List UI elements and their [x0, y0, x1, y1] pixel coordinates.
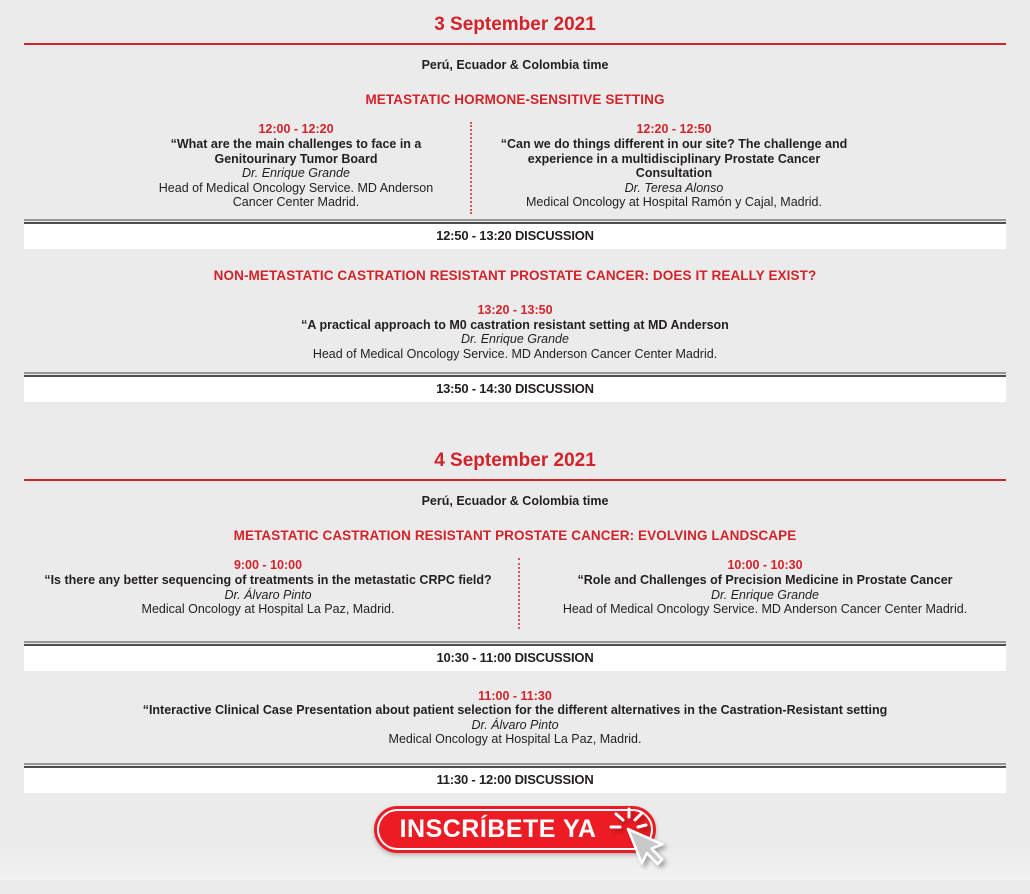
- day1-sessions-row: [0, 122, 1030, 214]
- session-time: 12:20 - 12:50: [636, 122, 712, 136]
- session-block: [0, 689, 1030, 747]
- session-time: 10:00 - 10:30: [727, 558, 803, 572]
- session-block: [518, 558, 1006, 629]
- register-button-row: [0, 806, 1030, 853]
- agenda-page: [0, 14, 1030, 894]
- day1-title: 3 September 2021: [434, 14, 596, 35]
- session-title: “Interactive Clinical Case Presentation about patient selection for the different alternatives in the Castration-Resistant setting: [142, 703, 888, 717]
- session-speaker: Dr. Enrique Grande: [242, 166, 350, 180]
- discussion-label: 13:50 - 14:30 DISCUSSION: [24, 377, 1006, 402]
- discussion-band: [24, 763, 1006, 793]
- session-affiliation: Head of Medical Oncology Service. MD Anderson Cancer Center Madrid.: [562, 602, 968, 616]
- register-button-outline: [377, 809, 653, 850]
- session-title: “Is there any better sequencing of treatments in the metastatic CRPC field?: [44, 573, 492, 587]
- discussion-label: 10:30 - 11:00 DISCUSSION: [24, 646, 1006, 671]
- session-time: 12:00 - 12:20: [258, 122, 334, 136]
- session-speaker: Dr. Enrique Grande: [461, 332, 569, 346]
- session-speaker: Dr. Álvaro Pinto: [224, 587, 312, 602]
- session-speaker: Dr. Enrique Grande: [711, 587, 819, 602]
- session-affiliation: Medical Oncology at Hospital La Paz, Madrid.: [141, 602, 395, 616]
- session-affiliation: Medical Oncology at Hospital La Paz, Madrid.: [388, 732, 642, 746]
- session-affiliation: Medical Oncology at Hospital Ramón y Cajal, Madrid.: [526, 195, 822, 209]
- session-time: 9:00 - 10:00: [233, 558, 303, 572]
- day2-timezone: Perú, Ecuador & Colombia time: [421, 494, 609, 508]
- session-affiliation: Head of Medical Oncology Service. MD Anderson Cancer Center Madrid.: [312, 346, 718, 361]
- session-title: “A practical approach to M0 castration resistant setting at MD Anderson: [301, 317, 729, 332]
- day1-timezone: Perú, Ecuador & Colombia time: [421, 58, 609, 72]
- discussion-label: 11:30 - 12:00 DISCUSSION: [24, 768, 1006, 793]
- day2-title-rule: [24, 479, 1006, 481]
- discussion-band: [24, 641, 1006, 671]
- discussion-label: 12:50 - 13:20 DISCUSSION: [24, 224, 1006, 249]
- day2-section-header-mcrpc: METASTATIC CASTRATION RESISTANT PROSTATE CANCER: EVOLVING LANDSCAPE: [233, 527, 797, 543]
- session-affiliation: Head of Medical Oncology Service. MD Anderson Cancer Center Madrid.: [158, 180, 434, 209]
- day1-title-rule: [24, 43, 1006, 45]
- day2-sessions-row: [0, 558, 1030, 629]
- register-button[interactable]: [374, 806, 656, 853]
- session-time: 13:20 - 13:50: [477, 303, 553, 317]
- session-title: “Can we do things different in our site? The challenge and experience in a multidisciplinary Prostate Cancer Consultation: [500, 137, 848, 180]
- discussion-band: [24, 219, 1006, 249]
- day2-title: 4 September 2021: [434, 450, 596, 471]
- discussion-band: [24, 372, 1006, 402]
- session-time: 11:00 - 11:30: [478, 688, 552, 703]
- session-speaker: Dr. Álvaro Pinto: [471, 717, 559, 732]
- session-block: [24, 122, 470, 214]
- session-title: “What are the main challenges to face in a Genitourinary Tumor Board: [170, 137, 422, 166]
- session-block: [470, 122, 1006, 214]
- session-title: “Role and Challenges of Precision Medicine in Prostate Cancer: [577, 573, 953, 587]
- register-button-label: INSCRÍBETE YA: [399, 814, 597, 843]
- session-speaker: Dr. Teresa Alonso: [624, 180, 724, 195]
- session-block: [24, 558, 518, 629]
- session-block: [0, 303, 1030, 361]
- day1-section-header-mhss: METASTATIC HORMONE-SENSITIVE SETTING: [365, 91, 665, 107]
- day1-section-header-nmcrpc: NON-METASTATIC CASTRATION RESISTANT PROSTATE CANCER: DOES IT REALLY EXIST?: [213, 267, 817, 283]
